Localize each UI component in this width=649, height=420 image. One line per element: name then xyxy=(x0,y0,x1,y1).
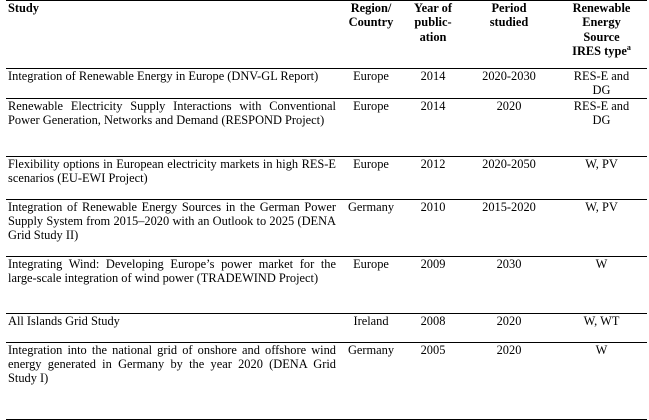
header-region: Region/ Country xyxy=(338,1,404,69)
cell-year: 2005 xyxy=(404,342,462,419)
table-row xyxy=(6,69,647,99)
cell-study: Integration into the national grid of onshore and offshore wind energy generated in Germany by the year 2020 (DENA Grid Study I) xyxy=(6,342,338,419)
cell-year: 2010 xyxy=(404,199,462,256)
cell-source xyxy=(556,98,647,156)
cell-source xyxy=(556,156,647,199)
footnote-marker: a xyxy=(626,42,631,52)
cell-study: Integration of Renewable Energy in Europe (DNV-GL Report) xyxy=(6,69,338,99)
cell-study: Integration of Renewable Energy Sources in the German Power Supply System from 2015–2020 with an Outlook to 2025 (DENA Grid Study II) xyxy=(6,199,338,256)
source-line: W, WT xyxy=(583,313,620,328)
table-row xyxy=(6,342,647,419)
cell-region: Europe xyxy=(338,156,404,199)
header-period: Period studied xyxy=(462,1,556,69)
cell-region: Europe xyxy=(338,98,404,156)
cell-region: Europe xyxy=(338,69,404,99)
table-row xyxy=(6,256,647,313)
table-row xyxy=(6,199,647,256)
source-line: W xyxy=(595,256,608,271)
cell-study: Integrating Wind: Developing Europe’s power market for the large-scale integration of wind power (TRADEWIND Project) xyxy=(6,256,338,313)
cell-region: Germany xyxy=(338,342,404,419)
header-year: Year of public- ation xyxy=(404,1,462,69)
cell-study: Flexibility options in European electricity markets in high RES-E scenarios (EU-EWI Project) xyxy=(6,156,338,199)
cell-period: 2020 xyxy=(462,342,556,419)
cell-year: 2012 xyxy=(404,156,462,199)
cell-period: 2020-2030 xyxy=(462,69,556,99)
header-study: Study xyxy=(6,1,338,69)
cell-year: 2009 xyxy=(404,256,462,313)
studies-table xyxy=(6,0,647,420)
source-line: W xyxy=(595,342,608,357)
source-line: RES-E and xyxy=(573,69,630,83)
cell-period: 2030 xyxy=(462,256,556,313)
cell-year: 2014 xyxy=(404,69,462,99)
table-header xyxy=(6,1,647,69)
source-line: W, PV xyxy=(585,156,618,171)
cell-period: 2015-2020 xyxy=(462,199,556,256)
header-source: Renewable Energy Source IRES type$^a$ xyxy=(556,1,647,69)
table-row xyxy=(6,156,647,199)
cell-study: Renewable Electricity Supply Interactions with Conventional Power Generation, Networks and Demand (RESPOND Project) xyxy=(6,98,338,156)
cell-region: Europe xyxy=(338,256,404,313)
cell-region: Ireland xyxy=(338,313,404,342)
cell-study: All Islands Grid Study xyxy=(6,313,338,342)
cell-period: 2020 xyxy=(462,313,556,342)
table-row xyxy=(6,98,647,156)
cell-source xyxy=(556,342,647,419)
source-line: RES-E and xyxy=(573,98,630,113)
table-row xyxy=(6,313,647,342)
source-line: W, PV xyxy=(585,199,618,214)
cell-period: 2020 xyxy=(462,98,556,156)
cell-source xyxy=(556,256,647,313)
cell-source xyxy=(556,69,647,99)
cell-year: 2008 xyxy=(404,313,462,342)
source-line: DG xyxy=(592,83,611,98)
cell-source xyxy=(556,313,647,342)
table-body xyxy=(6,69,647,420)
cell-region: Germany xyxy=(338,199,404,256)
source-line: DG xyxy=(592,112,611,127)
cell-period: 2020-2050 xyxy=(462,156,556,199)
cell-year: 2014 xyxy=(404,98,462,156)
cell-source xyxy=(556,199,647,256)
